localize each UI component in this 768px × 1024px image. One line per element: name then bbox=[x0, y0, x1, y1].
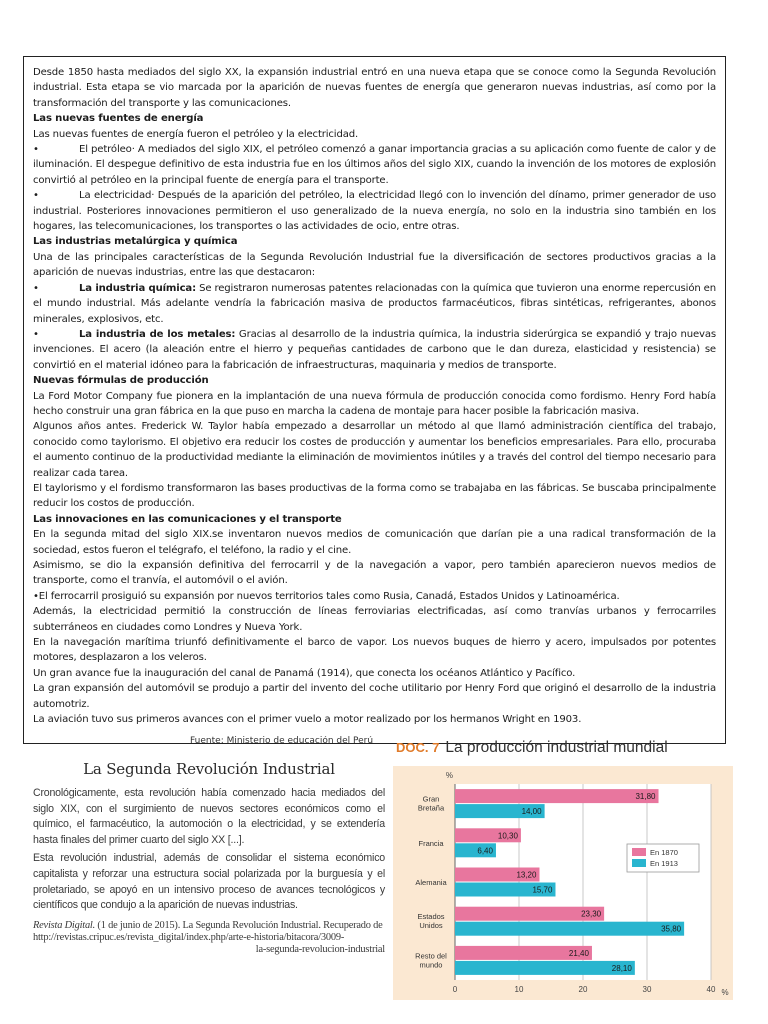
paragraph-aviation: La aviación tuvo sus primeros avances con el primer vuelo a motor realizado por los hermanos Wright en 1903. bbox=[33, 714, 582, 726]
bullet-mark: • bbox=[33, 282, 39, 294]
paragraph-panama: Un gran avance fue la inauguración del canal de Panamá (1914), que conecta los océanos Atlántico y Pacífico. bbox=[33, 667, 576, 679]
bar bbox=[455, 961, 635, 975]
doc7-heading bbox=[396, 739, 668, 757]
citation-text: (1 de junio de 2015). La Segunda Revolución Industrial. Recuperado de http://revistas.cripuc.es/revista_digital/index.php/arte-e-historia/bitacora/3009- bbox=[33, 919, 383, 943]
bullet-petroleum-text: El petróleo· A mediados del siglo XIX, el petróleo comenzó a ganar importancia gracias a su aplicación como fuente de calor y de iluminación. El despegue definitivo de esta industria fue en los últimos años del siglo XIX, cuando la invención de los motores de explosión convirtió al petróleo en la principal fuente de energía para el transporte. bbox=[33, 144, 716, 186]
x-unit-right: % bbox=[721, 988, 729, 997]
paragraph-communication: En la segunda mitad del siglo XIX.se inventaron nuevos medios de comunicación que darían pie a una radical transformación de la sociedad, estos fueron el telégrafo, el teléfono, la radio y el cine. bbox=[33, 529, 716, 556]
bar bbox=[455, 922, 684, 936]
bullet-electricity bbox=[33, 188, 716, 234]
x-tick-label: 20 bbox=[578, 985, 588, 994]
category-label: Unidos bbox=[419, 921, 443, 931]
bar-value-label: 35,80 bbox=[661, 924, 682, 934]
paragraph-railway: •El ferrocarril prosiguió su expansión por nuevos territorios tales como Rusia, Canadá, Estados Unidos y Latinoamérica. bbox=[33, 590, 620, 602]
category-label: mundo bbox=[419, 960, 443, 970]
paragraph-automobile: La gran expansión del automóvil se produjo a partir del invento del coche utilitario por Henry Ford que originó el desarrollo de la industria automotriz. bbox=[33, 683, 716, 710]
bullet-mark: • bbox=[33, 144, 39, 156]
paragraph-taylor: Algunos años antes. Frederick W. Taylor había empezado a desarrollar un método al que llamó administración científica del trabajo, conocido como taylorismo. El objetivo era reducir los costes de producción y aumentar los beneficios empresariales. Para ello, procuraba el aumento continuo de la productividad mediante la eliminación de movimientos inútiles y a través del control del tiempo necesario para realizar cada tarea. bbox=[33, 421, 716, 479]
category-label: Alemania bbox=[415, 878, 447, 887]
paragraph-ford: La Ford Motor Company fue pionera en la implantación de una nueva fórmula de producción conocida como fordismo. Henry Ford había hecho construir una gran fábrica en la que puso en marcha la cadena de montaje para hacer posible la fabricación masiva. bbox=[33, 390, 716, 417]
bar-value-label: 10,30 bbox=[497, 831, 518, 841]
source-note: Fuente: Ministerio de educación del Perú bbox=[190, 736, 374, 744]
heading-production: Nuevas fórmulas de producción bbox=[33, 375, 209, 387]
bar-value-label: 31,80 bbox=[635, 792, 656, 802]
legend-label: En 1870 bbox=[650, 848, 678, 857]
bullet-metals bbox=[33, 327, 716, 373]
category-label: Resto del bbox=[415, 951, 447, 961]
x-unit-top: % bbox=[445, 771, 453, 780]
legend-swatch bbox=[632, 859, 646, 867]
chart-panel bbox=[393, 766, 733, 1000]
bar-chart bbox=[393, 766, 733, 1000]
intro-paragraph: Desde 1850 hasta mediados del siglo XX, la expansión industrial entró en una nueva etapa que se conoce como la Segunda Revolución industrial. Esta etapa se vio marcada por la aparición de nuevas fuentes de energía que generaron nuevas industrias, así como por la transformación del transporte y las comunicaciones. bbox=[33, 67, 716, 109]
citation-url-end: la-segunda-revolucion-industrial bbox=[255, 943, 385, 955]
legend-swatch bbox=[632, 848, 646, 856]
bar-value-label: 23,30 bbox=[581, 909, 602, 919]
bar-value-label: 15,70 bbox=[532, 885, 553, 895]
paragraph-industries: Una de las principales características de la Segunda Revolución Industrial fue la diversificación de sectores productivos gracias a la aparición de nuevas industrias, entre las que destacaron: bbox=[33, 251, 716, 279]
paragraph-electric-rail: Además, la electricidad permitió la construcción de líneas ferroviarias electrificadas, así como tranvías urbanos y ferrocarriles subterráneos en ciudades como Londres y Nueva York. bbox=[33, 606, 716, 633]
bar bbox=[455, 789, 659, 803]
x-tick-label: 0 bbox=[452, 985, 458, 994]
bullet-petroleum bbox=[33, 142, 716, 188]
category-label: Estados bbox=[417, 912, 445, 922]
x-tick-label: 40 bbox=[706, 985, 716, 994]
bullet-metals-text: Gracias al desarrollo de la industria química, la industria siderúrgica se expandió y trajo nuevas invenciones. El acero (la aleación entre el hierro y pequeñas cantidades de carbono que le dan dureza, elasticidad y resistencia) se convirtió en el material idóneo para la fabricación de infraestructuras, maquinaria y medios de transporte. bbox=[33, 328, 716, 371]
category-label: Bretaña bbox=[417, 803, 445, 813]
paragraph-taylorism: El taylorismo y el fordismo transformaron las bases productivas de la forma como se trabajaba en las fábricas. Se buscaba principalmente reducir los costos de producción. bbox=[33, 482, 716, 510]
bar-value-label: 6,40 bbox=[477, 846, 493, 856]
bullet-electricity-text: La electricidad· Después de la aparición del petróleo, la electricidad llegó con lo invención del dínamo, primer generador de uso industrial. Posteriores innovaciones permitieron el uso generalizado de la nueva energía, no solo en la industria sino también en los hogares, las telecomunicaciones, los transportes o las actividades de ocio, entre otras. bbox=[33, 190, 716, 233]
bar-value-label: 14,00 bbox=[521, 807, 542, 817]
legend-label: En 1913 bbox=[650, 859, 678, 868]
excerpt-citation bbox=[33, 920, 385, 956]
heading-industries: Las industrias metalúrgica y química bbox=[33, 236, 238, 248]
doc7-label: DOC. 7 bbox=[396, 740, 440, 755]
category-label: Gran bbox=[422, 794, 440, 804]
bar-value-label: 28,10 bbox=[611, 963, 632, 973]
x-tick-label: 30 bbox=[642, 985, 652, 994]
heading-energy: Las nuevas fuentes de energía bbox=[33, 113, 204, 125]
paragraph-energy: Las nuevas fuentes de energía fueron el petróleo y la electricidad. bbox=[33, 128, 359, 140]
bullet-mark: • bbox=[33, 328, 39, 340]
category-label: Francia bbox=[418, 838, 444, 848]
paragraph-navigation: En la navegación marítima triunfó definitivamente el barco de vapor. Los nuevos buques de hierro y acero, impulsados por potentes motores, desplazaron a los veleros. bbox=[33, 637, 716, 664]
citation-journal: Revista Digital. bbox=[33, 919, 96, 931]
bullet-metals-label: La industria de los metales: bbox=[79, 328, 236, 340]
heading-communications: Las innovaciones en las comunicaciones y el transporte bbox=[33, 513, 342, 525]
doc7-title: La producción industrial mundial bbox=[445, 739, 668, 756]
bar-value-label: 21,40 bbox=[568, 948, 589, 958]
excerpt-paragraph-2: Esta revolución industrial, además de consolidar el sistema económico capitalista y reforzar una estructura social polarizada por la burguesía y el proletariado, se apoyó en un intensivo proceso de avances tecnológicos y científicos que condujo a la aparición de nuevas industrias. bbox=[33, 852, 385, 912]
excerpt-title: La Segunda Revolución Industrial bbox=[83, 760, 335, 778]
bar-value-label: 13,20 bbox=[516, 870, 537, 880]
bullet-mark: • bbox=[33, 190, 39, 202]
x-tick-label: 10 bbox=[514, 985, 524, 994]
excerpt-block bbox=[33, 760, 385, 959]
paragraph-transport: Asimismo, se dio la expansión definitiva del ferrocarril y de la navegación a vapor, pero también aparecieron nuevos medios de transporte, como el tranvía, el automóvil o el avión. bbox=[33, 560, 716, 587]
main-text-box bbox=[23, 56, 726, 744]
bullet-chemistry-label: La industria química: bbox=[79, 282, 196, 294]
excerpt-paragraph-1: Cronológicamente, esta revolución había comenzado hacia mediados del siglo XIX, con el surgimiento de nuevos sectores económicos como el químico, el farmacéutico, la automoción o la electricidad, y se extendería hasta finales del primer cuarto del siglo XX [...]. bbox=[33, 787, 385, 846]
bullet-chemistry bbox=[33, 281, 716, 327]
bullet-chemistry-text: Se registraron numerosas patentes relacionadas con la química que tuvieron una enorme repercusión en el mundo industrial. Más adelante vendría la fabricación masiva de productos farmacéuticos, fibras sintéticas, refrigerantes, abonos minerales, explosivos, etc. bbox=[33, 282, 716, 325]
